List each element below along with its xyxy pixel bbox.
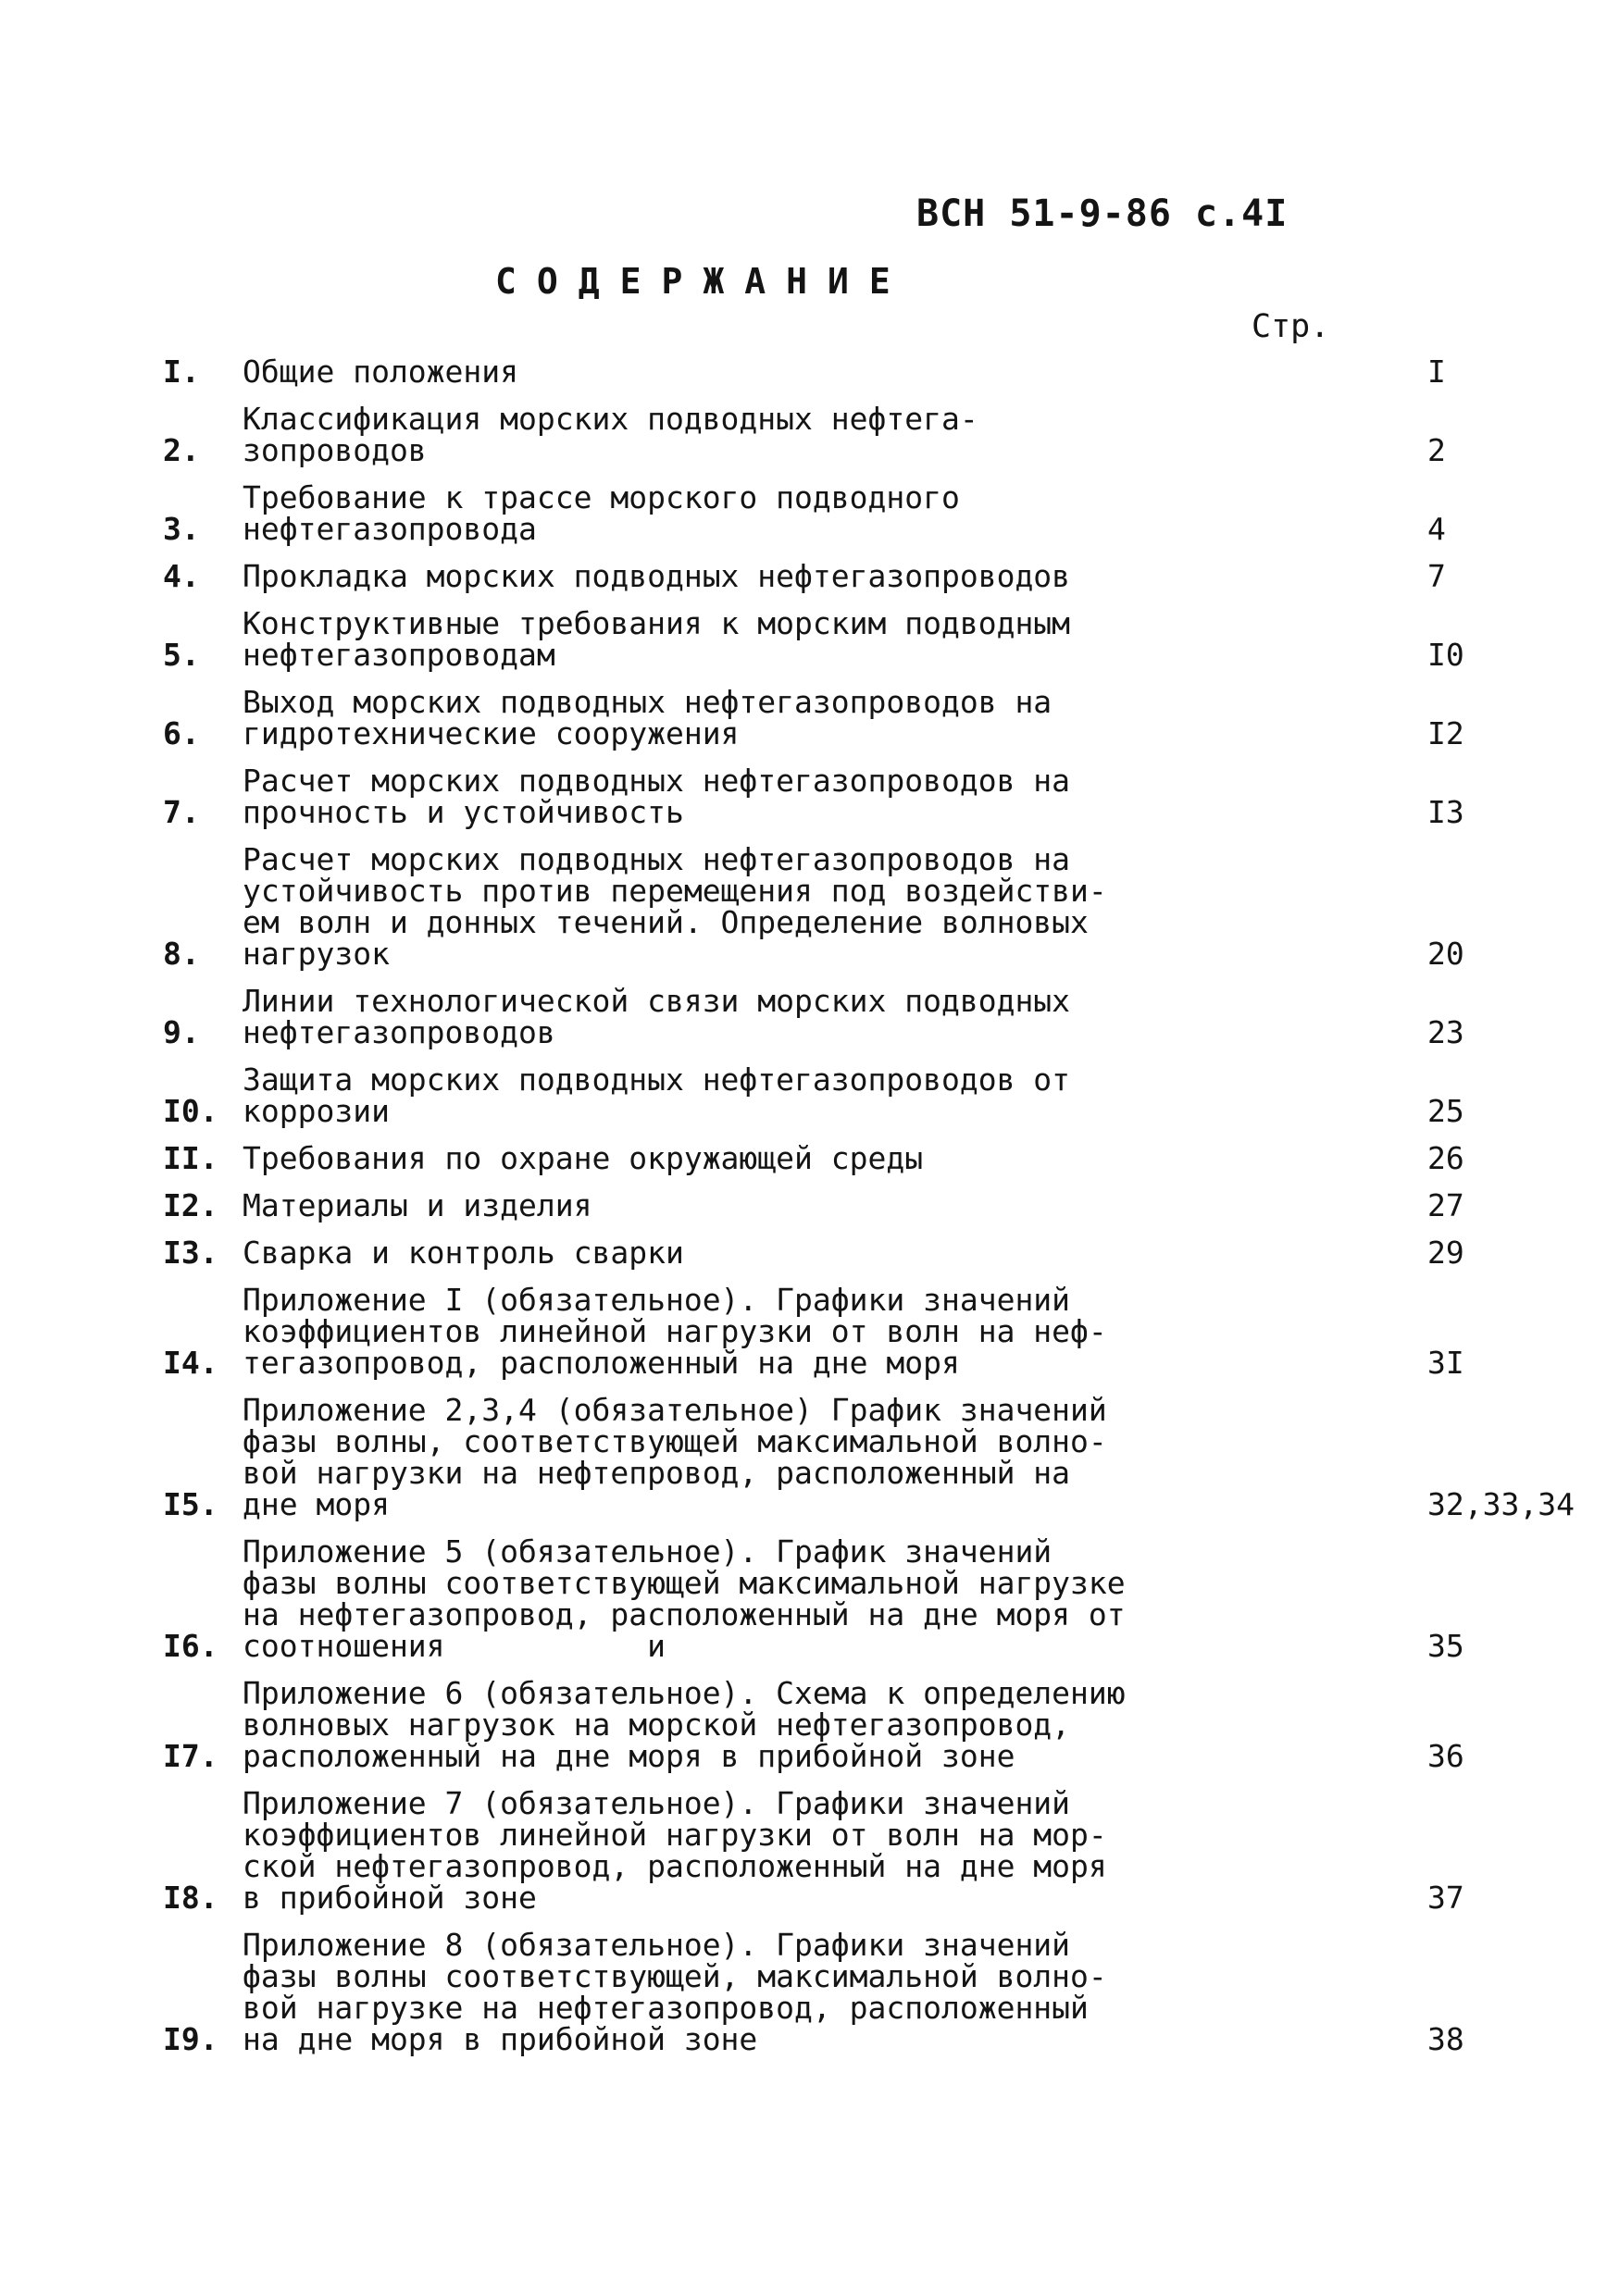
toc-entry-page: I0 bbox=[1427, 637, 1464, 673]
toc-entry-page: I3 bbox=[1427, 794, 1464, 830]
toc-entry-number: 3. bbox=[163, 511, 200, 547]
toc-entry-page: 38 bbox=[1427, 2021, 1464, 2057]
toc-entry-page: 36 bbox=[1427, 1738, 1464, 1774]
toc-entry-number: I9. bbox=[163, 2021, 218, 2057]
toc-entry-number: I5. bbox=[163, 1486, 218, 1522]
toc-entry bbox=[163, 401, 1446, 468]
toc-entry bbox=[163, 763, 1464, 830]
toc-entry-page: 7 bbox=[1427, 558, 1446, 594]
toc-entry-title: Приложение 7 (обязательное). Графики значений коэффициентов линейной нагрузки от волн на мор- ской нефтегазопровод, расположенный на дне моря в прибойной зоне bbox=[243, 1785, 1107, 1916]
toc-entry-title: Материалы и изделия bbox=[243, 1187, 592, 1223]
toc-entry bbox=[163, 354, 1446, 390]
page-column-label: Стр. bbox=[1252, 308, 1330, 345]
toc-entry-page: 35 bbox=[1427, 1628, 1464, 1664]
toc-entry-title: Приложение I (обязательное). Графики значений коэффициентов линейной нагрузки от волн на неф- тегазопровод, расположенный на дне моря bbox=[243, 1282, 1107, 1381]
toc-entry bbox=[163, 479, 1446, 547]
toc-entry-title: Приложение 6 (обязательное). Схема к определению волновых нагрузок на морской нефтегазопровод, расположенный на дне моря в прибойной зоне bbox=[243, 1675, 1126, 1774]
toc-entry-title: Сварка и контроль сварки bbox=[243, 1235, 684, 1271]
toc-entry-page: 25 bbox=[1427, 1093, 1464, 1129]
toc-entry-number: I7. bbox=[163, 1738, 218, 1774]
toc-entry bbox=[163, 1235, 1464, 1271]
toc-entry-number: 7. bbox=[163, 794, 200, 830]
toc-entry-page: 27 bbox=[1427, 1187, 1464, 1223]
toc-entry bbox=[163, 1785, 1464, 1916]
toc-entry-number: I. bbox=[163, 354, 200, 390]
toc-entry-title: Приложение 2,3,4 (обязательное) График значений фазы волны, соответствующей максимальной волно- вой нагрузки на нефтепровод, расположенный на дне моря bbox=[243, 1392, 1107, 1522]
toc-entry-title: Классификация морских подводных нефтега- зопроводов bbox=[243, 401, 978, 468]
toc-entry-number: I8. bbox=[163, 1880, 218, 1916]
toc-entry-title: Выход морских подводных нефтегазопроводов на гидротехнические сооружения bbox=[243, 684, 1052, 751]
toc-entry-number: I4. bbox=[163, 1345, 218, 1381]
toc-entry-number: I0. bbox=[163, 1093, 218, 1129]
toc-entry-number: I3. bbox=[163, 1235, 218, 1271]
toc-entry bbox=[163, 1392, 1575, 1522]
toc-entry bbox=[163, 1140, 1464, 1176]
toc-entry-page: I2 bbox=[1427, 715, 1464, 751]
toc-entry-title: Требование к трассе морского подводного нефтегазопровода bbox=[243, 479, 960, 547]
toc-entry bbox=[163, 1533, 1464, 1664]
toc-entry-page: 3I bbox=[1427, 1345, 1464, 1381]
page-title: СОДЕРЖАНИЕ bbox=[495, 261, 911, 302]
toc-entry bbox=[163, 841, 1464, 972]
toc-entry-title: Прокладка морских подводных нефтегазопроводов bbox=[243, 558, 1071, 594]
toc-entry-title: Требования по охране окружающей среды bbox=[243, 1140, 924, 1176]
toc-entry-page: I bbox=[1427, 354, 1446, 390]
toc-entry bbox=[163, 1282, 1464, 1381]
toc-entry bbox=[163, 684, 1464, 751]
toc-entry bbox=[163, 1927, 1464, 2057]
toc-entry-number: 2. bbox=[163, 432, 200, 468]
toc-entry bbox=[163, 1675, 1464, 1774]
toc-entry-page: 37 bbox=[1427, 1880, 1464, 1916]
toc-entry-number: 9. bbox=[163, 1014, 200, 1050]
toc-entry-title: Расчет морских подводных нефтегазопроводов на устойчивость против перемещения под воздействи- ем волн и донных течений. Определение волновых нагрузок bbox=[243, 841, 1107, 972]
toc-entry-number: 6. bbox=[163, 715, 200, 751]
toc-entry-number: I6. bbox=[163, 1628, 218, 1664]
toc-entry bbox=[163, 1061, 1464, 1129]
toc-entry-title: Линии технологической связи морских подводных нефтегазопроводов bbox=[243, 983, 1071, 1050]
toc-entry-number: 4. bbox=[163, 558, 200, 594]
table-of-contents bbox=[163, 354, 1575, 2071]
toc-entry bbox=[163, 605, 1464, 673]
toc-entry-number: 8. bbox=[163, 936, 200, 972]
toc-entry-page: 32,33,34 bbox=[1427, 1486, 1575, 1522]
toc-entry bbox=[163, 1187, 1464, 1223]
toc-entry-page: 29 bbox=[1427, 1235, 1464, 1271]
toc-entry-number: 5. bbox=[163, 637, 200, 673]
toc-entry-title: Общие положения bbox=[243, 354, 519, 390]
toc-entry-page: 23 bbox=[1427, 1014, 1464, 1050]
toc-entry-number: II. bbox=[163, 1140, 218, 1176]
toc-entry-title: Конструктивные требования к морским подводным нефтегазопроводам bbox=[243, 605, 1071, 673]
document-code-header: ВСН 51-9-86 с.4I bbox=[916, 192, 1289, 235]
toc-entry-number: I2. bbox=[163, 1187, 218, 1223]
toc-entry-page: 4 bbox=[1427, 511, 1446, 547]
toc-entry bbox=[163, 983, 1464, 1050]
toc-entry-title: Расчет морских подводных нефтегазопроводов на прочность и устойчивость bbox=[243, 763, 1071, 830]
toc-entry-title: Защита морских подводных нефтегазопроводов от коррозии bbox=[243, 1061, 1071, 1129]
toc-entry bbox=[163, 558, 1446, 594]
toc-entry-page: 2 bbox=[1427, 432, 1446, 468]
toc-entry-title: Приложение 5 (обязательное). График значений фазы волны соответствующей максимальной нагрузке на нефтегазопровод, расположенный на дне моря от соотношения и bbox=[243, 1533, 1126, 1664]
toc-entry-page: 20 bbox=[1427, 936, 1464, 972]
toc-entry-title: Приложение 8 (обязательное). Графики значений фазы волны соответствующей, максимальной волно- вой нагрузке на нефтегазопровод, расположенный на дне моря в прибойной зоне bbox=[243, 1927, 1107, 2057]
toc-entry-page: 26 bbox=[1427, 1140, 1464, 1176]
